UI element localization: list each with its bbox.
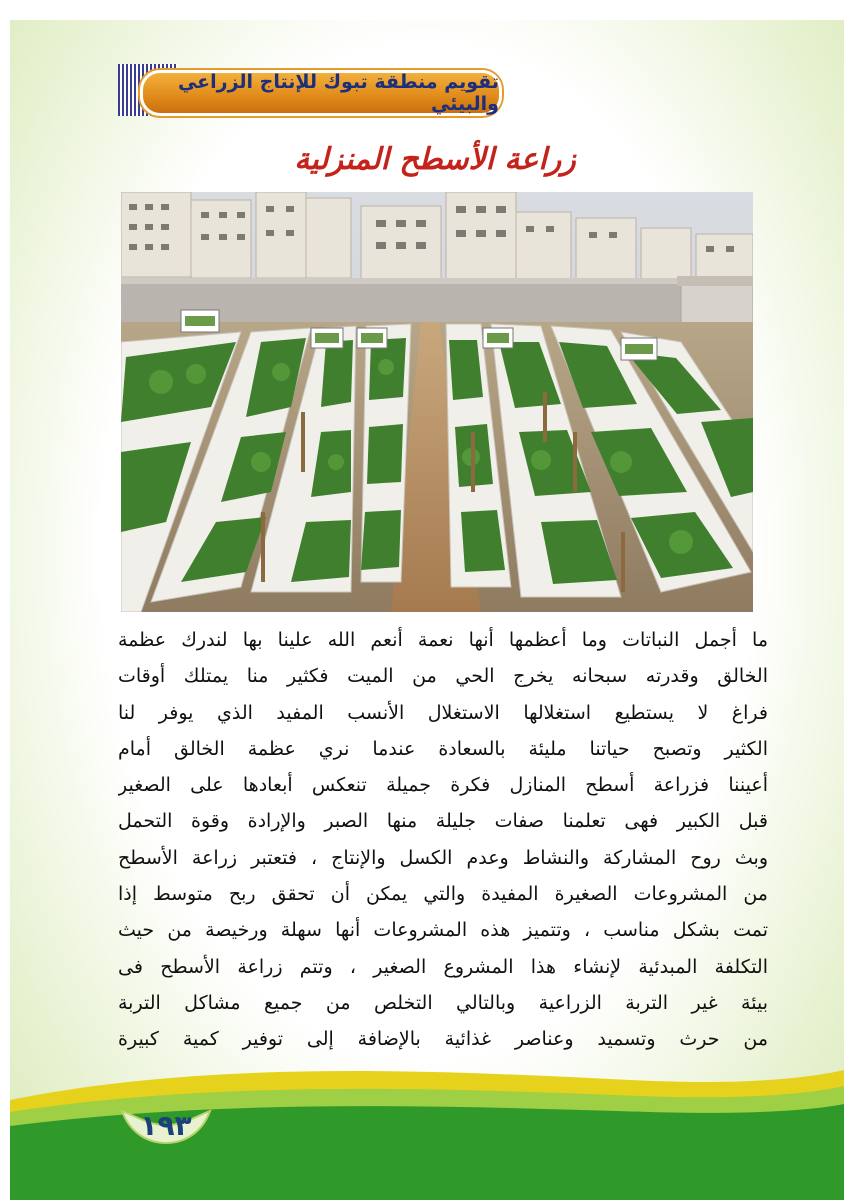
page-number: ١٩٣ xyxy=(140,1108,192,1142)
article-line: تمت بشكل مناسب ، وتتميز هذه المشروعات أنها سهلة ورخيصة من حيث xyxy=(118,919,768,942)
rooftop-garden-photo xyxy=(121,192,753,612)
article-body xyxy=(118,622,768,1058)
article-line: وبث روح المشاركة والنشاط وعدم الكسل والإنتاج ، فتعتبر زراعة الأسطح xyxy=(118,846,768,869)
article-line: الكثير وتصبح حياتنا مليئة بالسعادة عندما نري عظمة الخالق أمام xyxy=(118,737,768,760)
header-band xyxy=(118,64,499,116)
article-line: قبل الكبير فهى تعلمنا صفات جليلة منها الصبر والإرادة وقوة التحمل xyxy=(118,810,768,833)
page-number-badge xyxy=(118,1103,214,1147)
article-line: من حرث وتسميد وعناصر غذائية بالإضافة إلى توفير كمية كبيرة xyxy=(118,1028,768,1051)
page-left-margin xyxy=(0,20,10,1200)
article-line: بيئة غير التربة الزراعية وبالتالي التخلص من جميع مشاكل التربة xyxy=(118,991,768,1014)
article-line: ما أجمل النباتات وما أعظمها أنها نعمة أنعم الله علينا بها لندرك عظمة xyxy=(118,629,768,651)
book-title: تقويم منطقة تبوك للإنتاج الزراعي والبيئي xyxy=(177,71,499,115)
rooftop-garden-illustration xyxy=(121,192,753,612)
article-line: من المشروعات الصغيرة المفيدة والتي يمكن أن تحقق ربح متوسط إذا xyxy=(118,883,768,906)
header-pill xyxy=(140,70,502,116)
article-line: الخالق وقدرته سبحانه يخرج الحي من الميت فكثير منا يمتلك أوقات xyxy=(118,665,768,688)
article-line: أعيننا فزراعة أسطح المنازل فكرة جميلة تنعكس أبعادها على الصغير xyxy=(118,774,768,797)
article-line: التكلفة المبدئية لإنشاء هذا المشروع الصغير ، وتتم زراعة الأسطح فى xyxy=(118,955,768,978)
article-heading: زراعة الأسطح المنزلية xyxy=(294,142,576,177)
article-line: فراغ لا يستطيع استغلالها الاستغلال الأنسب المفيد الذي يوفر لنا xyxy=(118,701,768,724)
